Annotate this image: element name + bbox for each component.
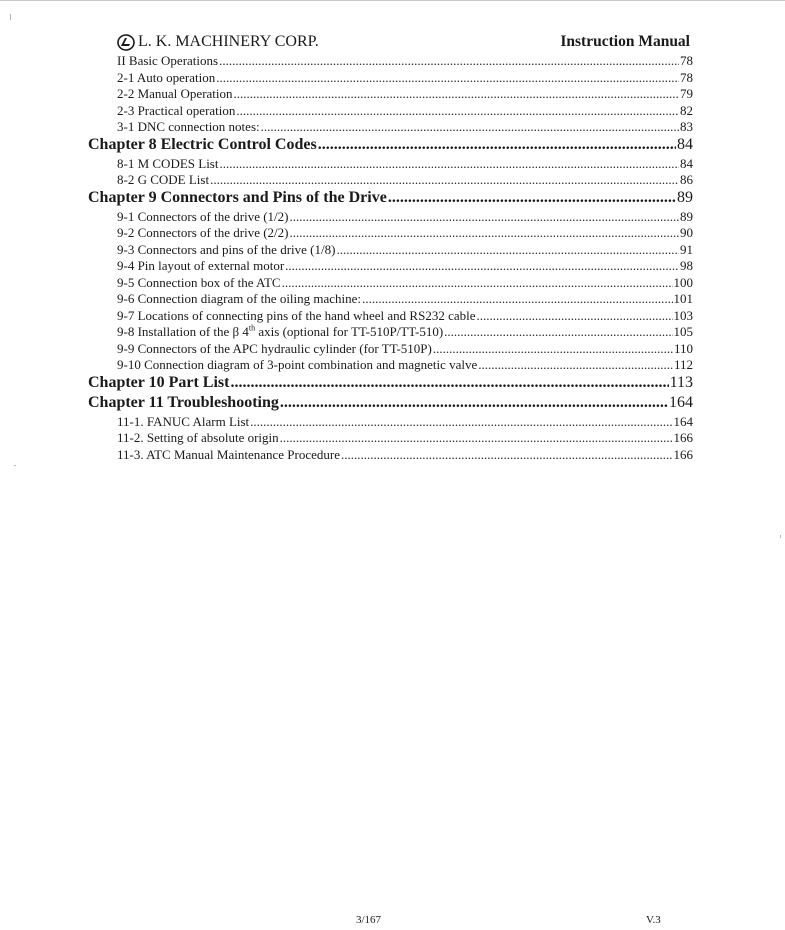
toc-page-number: 90: [680, 225, 693, 240]
toc-dot-leader: [318, 136, 676, 154]
toc-entry-title: [117, 430, 279, 446]
toc-entry-title: [117, 291, 361, 307]
toc-page-number: 79: [680, 86, 693, 101]
toc-entry-title-text: 8-2 G CODE List: [117, 172, 210, 187]
toc-entry-title-text: 9-7 Locations of connecting pins of the hand wheel and RS232 cable: [117, 307, 476, 323]
toc-entry-title: [117, 70, 215, 86]
toc-entry-title: [117, 308, 476, 324]
toc-dot-leader: [477, 308, 673, 324]
toc-page-number: 164: [669, 393, 693, 411]
toc-entry-title: [117, 258, 284, 274]
toc-entry-title-text: Chapter 10 Part List: [88, 373, 230, 391]
toc-entry-title: [117, 275, 281, 291]
toc-section-entry[interactable]: [87, 275, 693, 292]
toc-section-entry[interactable]: [87, 357, 693, 374]
toc-page-number: 103: [673, 307, 693, 323]
toc-dot-leader: [261, 119, 679, 135]
toc-entry-title-text: 9-1 Connectors of the drive (1/2): [117, 208, 289, 224]
toc-entry-title: [117, 209, 288, 225]
toc-entry-title: [88, 189, 387, 207]
toc-section-entry[interactable]: [87, 119, 693, 136]
toc-page-number: 89: [677, 188, 693, 206]
toc-entry-title: [117, 53, 218, 69]
toc-entry-title-text: 11-1. FANUC Alarm List: [117, 413, 250, 429]
toc-entry-title: [88, 374, 229, 392]
toc-dot-leader: [250, 414, 672, 430]
toc-entry-title: [117, 414, 249, 430]
toc-entry-title: [117, 225, 288, 241]
toc-chapter-entry[interactable]: [87, 136, 693, 156]
toc-chapter-entry[interactable]: [87, 189, 693, 209]
toc-section-entry[interactable]: [87, 86, 693, 103]
toc-dot-leader: [280, 394, 668, 412]
toc-section-entry[interactable]: [87, 53, 693, 70]
toc-page-number: 82: [680, 102, 693, 118]
toc-page-number: 86: [680, 172, 693, 187]
toc-section-entry[interactable]: [87, 447, 693, 464]
toc-entry-title-text: 11-3. ATC Manual Maintenance Procedure: [117, 446, 340, 462]
toc-dot-leader: [236, 103, 679, 119]
toc-section-entry[interactable]: [87, 430, 693, 447]
toc-section-entry[interactable]: [87, 258, 693, 275]
toc-section-entry[interactable]: [87, 341, 693, 358]
toc-entry-title-text: 3-1 DNC connection notes:: [117, 119, 260, 134]
toc-entry-title-text: 11-2. Setting of absolute origin: [117, 430, 279, 445]
toc-page-number: 166: [673, 446, 693, 462]
toc-dot-leader: [230, 374, 668, 392]
toc-dot-leader: [388, 189, 676, 207]
scan-speck: [780, 535, 781, 538]
toc-entry-title: [117, 156, 218, 172]
toc-dot-leader: [234, 86, 679, 102]
table-of-contents: [87, 53, 693, 463]
toc-section-entry[interactable]: [87, 414, 693, 431]
toc-section-entry[interactable]: [87, 103, 693, 120]
toc-page-number: 113: [669, 373, 693, 391]
toc-dot-leader: [219, 156, 679, 172]
toc-dot-leader: [289, 225, 679, 241]
toc-entry-title-text: 2-2 Manual Operation: [117, 86, 233, 101]
toc-entry-title: [88, 136, 317, 154]
manual-title: Instruction Manual: [560, 33, 690, 50]
toc-page-number: 101: [673, 291, 693, 306]
toc-entry-title-text: 9-5 Connection box of the ATC: [117, 274, 281, 290]
toc-section-entry[interactable]: [87, 291, 693, 308]
toc-page-number: 98: [680, 258, 693, 273]
toc-entry-title-text: Chapter 8 Electric Control Codes: [88, 135, 317, 153]
toc-entry-title-text: 9-10 Connection diagram of 3-point combination and magnetic valve: [117, 357, 478, 372]
toc-entry-title: [117, 357, 477, 373]
toc-entry-title-text: 8-1 M CODES List: [117, 155, 219, 171]
toc-page-number: 83: [680, 119, 693, 134]
toc-entry-title-text: 9-3 Connectors and pins of the drive (1/8): [117, 241, 336, 257]
toc-dot-leader: [336, 242, 679, 258]
toc-entry-title: [117, 447, 340, 463]
page-header: [117, 33, 690, 53]
toc-entry-title: [117, 324, 443, 340]
toc-entry-superscript: th: [248, 323, 256, 333]
toc-entry-title-text: 9-8 Installation of the β 4: [117, 324, 249, 339]
toc-entry-title: [117, 103, 235, 119]
toc-entry-title-text: Chapter 11 Troubleshooting: [88, 393, 279, 411]
toc-dot-leader: [433, 341, 673, 357]
toc-page-number: 112: [673, 357, 693, 372]
toc-entry-title: [117, 172, 209, 188]
toc-entry-title: [88, 394, 279, 412]
company-name: L. K. MACHINERY CORP.: [138, 33, 319, 50]
toc-section-entry[interactable]: [87, 324, 693, 341]
toc-dot-leader: [341, 447, 673, 463]
toc-entry-title-text: 9-9 Connectors of the APC hydraulic cylinder (for TT-510P): [117, 340, 432, 356]
toc-dot-leader: [289, 209, 679, 225]
toc-page-number: 78: [680, 69, 693, 85]
toc-entry-title-text: 2-1 Auto operation: [117, 69, 216, 85]
toc-page-number: 84: [680, 155, 693, 171]
toc-page-number: 100: [673, 274, 693, 290]
scan-speck: [10, 14, 11, 20]
toc-dot-leader: [282, 275, 673, 291]
toc-entry-title-text: Chapter 9 Connectors and Pins of the Drive: [88, 188, 387, 206]
toc-section-entry[interactable]: [87, 209, 693, 226]
version-label: V.3: [646, 914, 661, 926]
toc-page-number: 78: [680, 53, 693, 68]
toc-entry-title-text: 9-2 Connectors of the drive (2/2): [117, 225, 289, 240]
toc-section-entry[interactable]: [87, 242, 693, 259]
toc-entry-title: [117, 242, 335, 258]
toc-dot-leader: [478, 357, 673, 373]
toc-section-entry[interactable]: [87, 308, 693, 325]
toc-dot-leader: [219, 53, 679, 69]
page-number: 3/167: [356, 914, 382, 926]
toc-dot-leader: [444, 324, 672, 340]
toc-dot-leader: [216, 70, 679, 86]
toc-section-entry[interactable]: [87, 225, 693, 242]
toc-page-number: 105: [673, 324, 693, 339]
toc-dot-leader: [362, 291, 672, 307]
toc-entry-title: [117, 341, 432, 357]
toc-entry-title-text: 9-4 Pin layout of external motor: [117, 258, 285, 273]
toc-page-number: 91: [680, 241, 693, 257]
toc-page-number: 84: [677, 135, 693, 153]
toc-entry-title-text: 9-6 Connection diagram of the oiling machine:: [117, 291, 362, 306]
toc-entry-title: [117, 86, 233, 102]
toc-page-number: 89: [680, 208, 693, 224]
toc-section-entry[interactable]: [87, 172, 693, 189]
toc-page-number: 164: [673, 413, 693, 429]
toc-chapter-entry[interactable]: [87, 394, 693, 414]
scan-speck: [14, 465, 16, 466]
toc-entry-title: [117, 119, 260, 135]
toc-dot-leader: [210, 172, 679, 188]
toc-dot-leader: [285, 258, 679, 274]
toc-page-number: 166: [673, 430, 693, 445]
page-top-rule: [0, 0, 785, 1]
toc-section-entry[interactable]: [87, 156, 693, 173]
toc-section-entry[interactable]: [87, 70, 693, 87]
toc-dot-leader: [280, 430, 673, 446]
company-logo-icon: [117, 34, 135, 51]
toc-entry-title-suffix: axis (optional for TT-510P/TT-510): [255, 324, 444, 339]
toc-chapter-entry[interactable]: [87, 374, 693, 394]
toc-entry-title-text: 2-3 Practical operation: [117, 102, 236, 118]
toc-page-number: 110: [673, 340, 693, 356]
toc-entry-title-text: II Basic Operations: [117, 53, 219, 68]
